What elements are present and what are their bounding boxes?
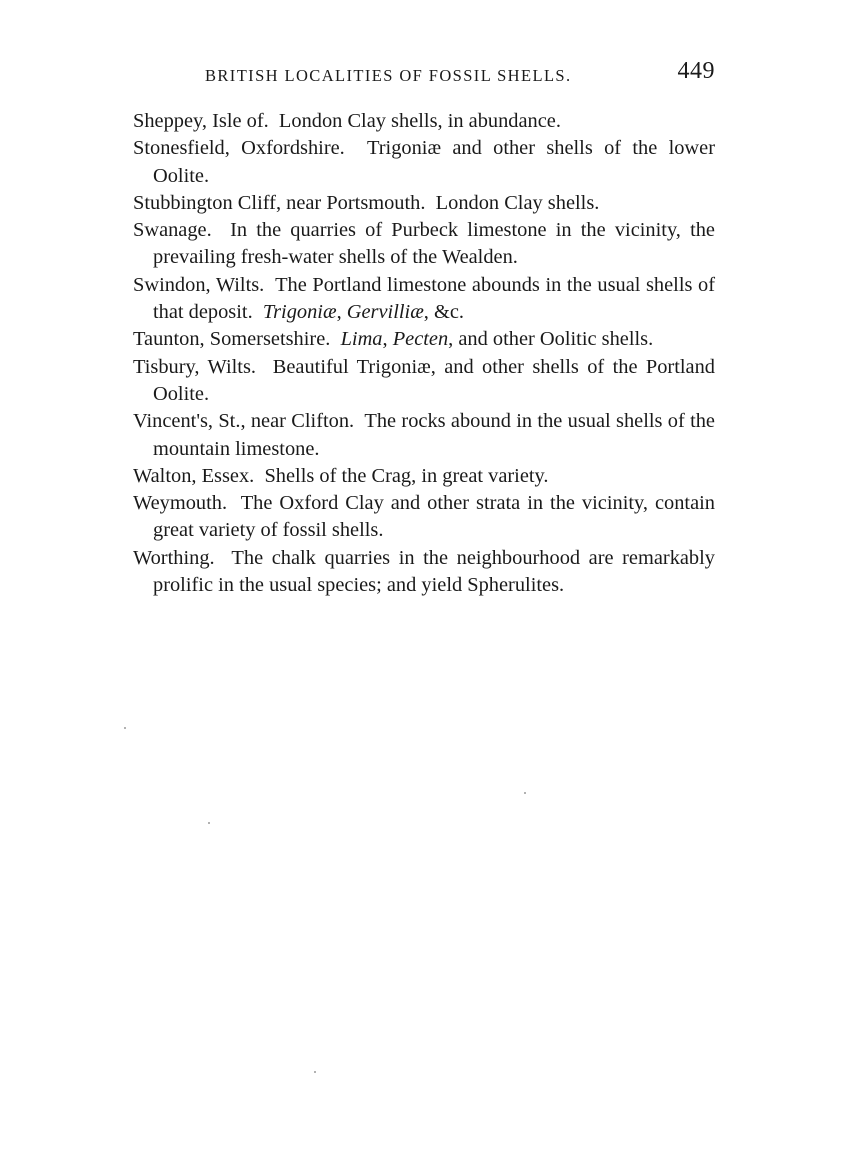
genus-name: Trigoniæ [262, 301, 337, 324]
locality-description: The Portland limestone abounds in the usual shells of that deposit. [153, 273, 715, 324]
paper-speck [314, 1071, 316, 1073]
locality-description: The chalk quarries in the neighbourhood are remarkably prolific in the usual species; and yield Spherulites. [153, 546, 715, 597]
locality-entry [133, 354, 715, 409]
genus-name: Lima [340, 328, 383, 351]
locality-description: The rocks abound in the usual shells of the mountain limestone. [153, 410, 715, 460]
locality-name: Sheppey, Isle of. [133, 110, 269, 132]
locality-name: Swanage. [133, 219, 212, 242]
locality-entry: Taunton, Somersetshire. Lima, Pecten, and other Oolitic shells. [133, 328, 654, 351]
locality-name: Weymouth. [133, 492, 228, 515]
locality-name: Walton, Essex. [133, 464, 255, 487]
locality-name: Tisbury, Wilts. [133, 355, 256, 378]
running-head [133, 58, 715, 92]
locality-name: Stonesfield, Oxfordshire. [133, 137, 345, 160]
locality-name: Vincent's, St., near Clifton. [133, 410, 355, 433]
locality-entry [133, 463, 715, 490]
running-title: BRITISH LOCALITIES OF FOSSIL SHELLS. [205, 66, 572, 85]
genus-name: Pecten [392, 328, 449, 351]
locality-entry [133, 545, 715, 600]
locality-name: Worthing. [133, 546, 215, 569]
paper-speck [524, 792, 526, 794]
locality-entry [133, 217, 715, 272]
locality-entry: Swindon, Wilts. The Portland limestone abounds in the usual shells of that deposit. Trigoniæ, Gervilliæ, &c. [133, 273, 715, 324]
locality-name: Stubbington Cliff, near Portsmouth. [133, 191, 426, 214]
locality-entry [133, 190, 715, 217]
locality-description: Trigoniæ and other shells of the lower Oolite. [153, 137, 715, 187]
genus-name: Gervilliæ [346, 301, 424, 324]
locality-description: Shells of the Crag, in great variety. [264, 464, 549, 487]
locality-name: Taunton, Somersetshire. [133, 328, 331, 351]
locality-description: London Clay shells, in abundance. [278, 110, 561, 132]
locality-description-end: and other Oolitic shells. [458, 328, 654, 351]
locality-entry [133, 135, 715, 190]
locality-entry [133, 408, 715, 463]
paper-speck [208, 822, 210, 824]
locality-entry [133, 108, 715, 135]
paper-speck [124, 727, 126, 729]
locality-description: London Clay shells. [435, 191, 600, 214]
locality-name: Swindon, Wilts. [133, 273, 265, 296]
locality-description: Beautiful Trigoniæ, and other shells of the Portland Oolite. [153, 355, 715, 405]
locality-description: In the quarries of Purbeck limestone in the vicinity, the prevailing fresh-water shells of the Wealden. [153, 219, 715, 269]
locality-description: The Oxford Clay and other strata in the vicinity, contain great variety of fossil shells. [153, 492, 715, 542]
page-number: 449 [677, 58, 715, 84]
locality-description-end: &c. [434, 301, 465, 324]
locality-list [133, 108, 715, 599]
locality-entry [133, 490, 715, 545]
